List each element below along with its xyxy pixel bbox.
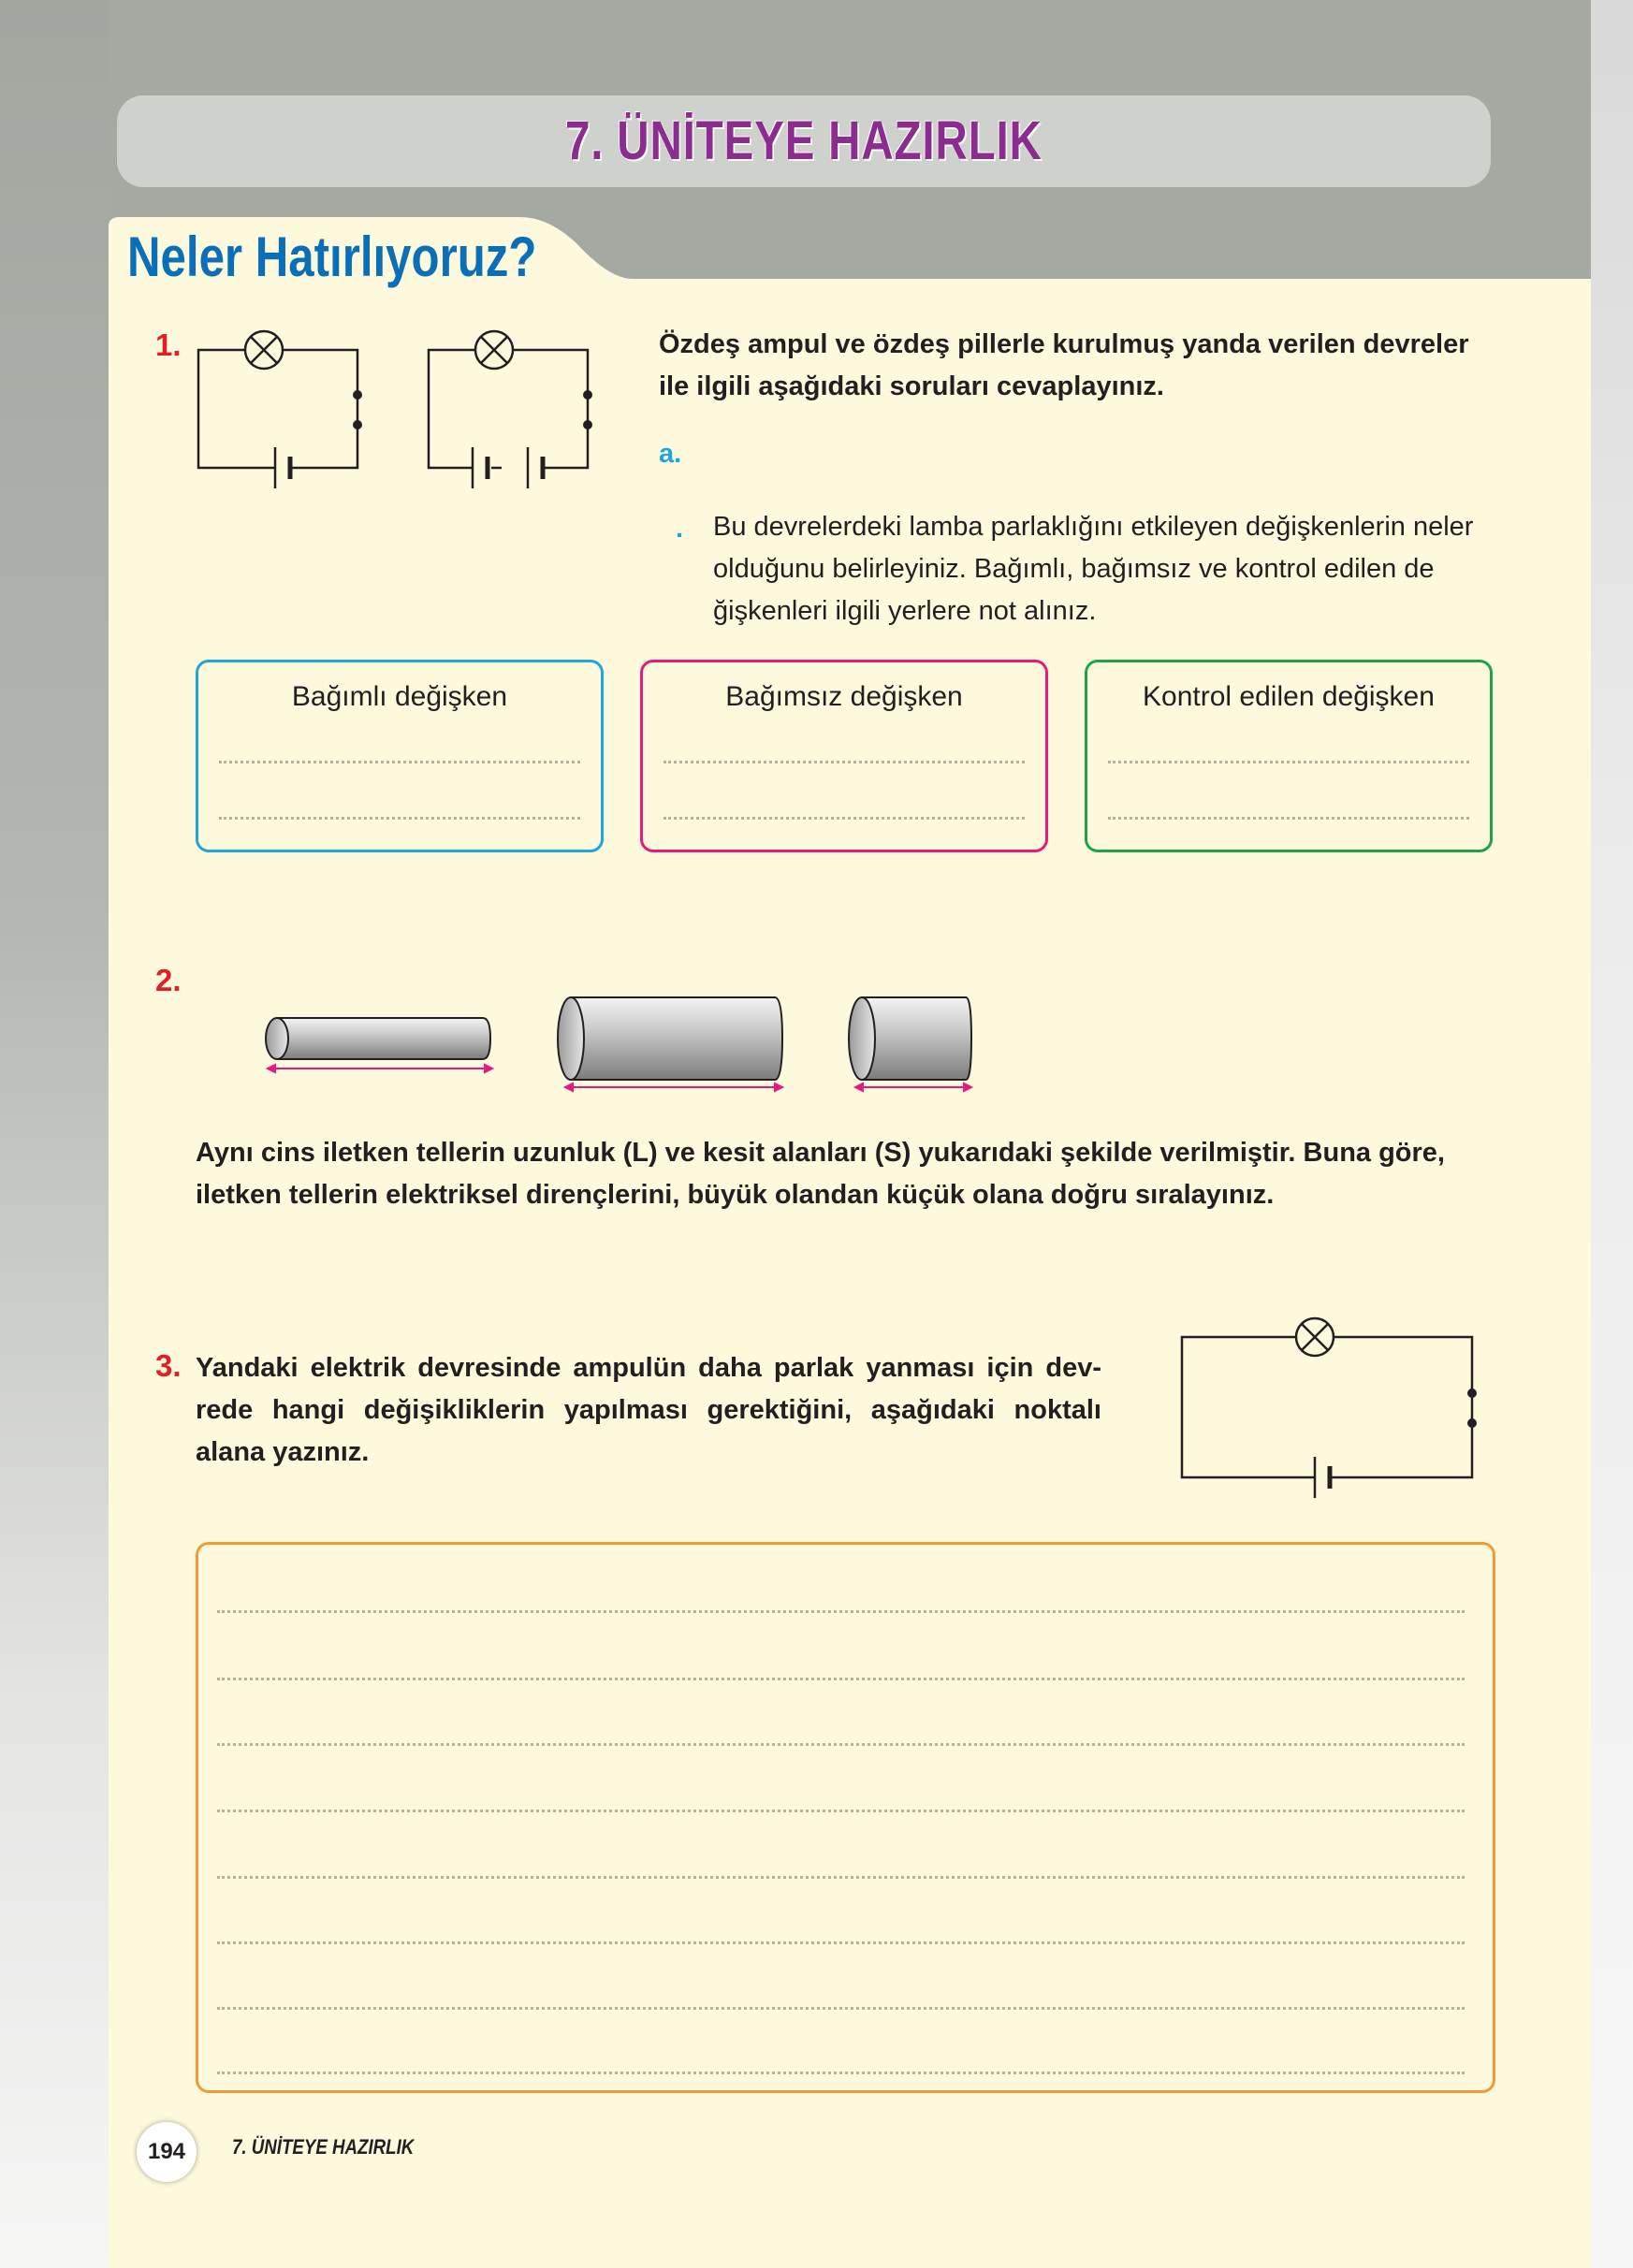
answer-line[interactable] bbox=[217, 1876, 1465, 1879]
unit-title-bar bbox=[117, 95, 1491, 187]
answer-line[interactable] bbox=[663, 817, 1025, 820]
q1-intro-line-1: Özdeş ampul ve özdeş pillerle kurulmuş yanda verilen devreler bbox=[659, 329, 1469, 359]
answer-line[interactable] bbox=[217, 1678, 1465, 1680]
page-edge bbox=[1591, 0, 1633, 2268]
answer-line[interactable] bbox=[217, 1810, 1465, 1812]
unit-title: 7. ÜNİTEYE HAZIRLIK bbox=[565, 110, 1042, 171]
dependent-variable-label: Bağımlı değişken bbox=[291, 681, 508, 712]
q1-bullet: . bbox=[676, 514, 684, 544]
wire-cylinders-diagram bbox=[262, 992, 983, 1095]
independent-variable-box[interactable] bbox=[640, 660, 1048, 852]
answer-line[interactable] bbox=[217, 1941, 1465, 1944]
question-3-number: 3. bbox=[155, 1348, 182, 1383]
answer-line[interactable] bbox=[663, 761, 1025, 763]
controlled-variable-box[interactable] bbox=[1085, 660, 1493, 852]
q1-body-line-3: ğişkenleri ilgili yerlere not alınız. bbox=[713, 596, 1097, 626]
page-number: 194 bbox=[137, 2122, 197, 2182]
answer-line[interactable] bbox=[217, 2072, 1465, 2074]
q1-body-line-2: olduğunu belirleyiniz. Bağımlı, bağımsız ve kontrol edilen de bbox=[713, 554, 1435, 584]
circuit-diagram-q3 bbox=[1174, 1315, 1483, 1502]
q1-body-line-1: Bu devrelerdeki lamba parlaklığını etkileyen değişkenlerin neler bbox=[713, 512, 1474, 542]
answer-line[interactable] bbox=[219, 817, 580, 820]
independent-variable-label: Bağımsız değişken bbox=[725, 681, 963, 712]
q3-text-line-2: rede hangi değişikliklerin yapılması gerektiğini, aşağıdaki noktalı bbox=[196, 1395, 1101, 1425]
q2-text-line-2: iletken tellerin elektriksel dirençlerini, büyük olandan küçük olana doğru sıralayınız. bbox=[196, 1180, 1275, 1210]
dependent-variable-box[interactable] bbox=[196, 660, 604, 852]
footer-title: 7. ÜNİTEYE HAZIRLIK bbox=[232, 2135, 415, 2159]
answer-line[interactable] bbox=[217, 1610, 1465, 1613]
answer-line[interactable] bbox=[1108, 817, 1469, 820]
answer-line[interactable] bbox=[219, 761, 580, 763]
question-2-number: 2. bbox=[155, 963, 182, 997]
answer-line[interactable] bbox=[217, 2007, 1465, 2010]
question-1-number: 1. bbox=[155, 327, 182, 362]
q3-text-line-3: alana yazınız. bbox=[196, 1437, 370, 1467]
q1-intro-line-2: ile ilgili aşağıdaki soruları cevaplayınız. bbox=[659, 371, 1164, 401]
section-title: Neler Hatırlıyoruz? bbox=[127, 225, 537, 288]
q3-text-line-1: Yandaki elektrik devresinde ampulün daha parlak yanması için dev- bbox=[196, 1353, 1101, 1383]
q2-text-line-1: Aynı cins iletken tellerin uzunluk (L) ve kesit alanları (S) yukarıdaki şekilde verilmiştir. Buna göre, bbox=[196, 1138, 1445, 1168]
circuit-diagrams-q1 bbox=[192, 329, 604, 498]
answer-line[interactable] bbox=[1108, 761, 1469, 763]
q1-sub-label: a. bbox=[659, 439, 682, 469]
controlled-variable-label: Kontrol edilen değişken bbox=[1143, 681, 1435, 712]
answer-line[interactable] bbox=[217, 1743, 1465, 1746]
q3-answer-box[interactable] bbox=[196, 1542, 1495, 2093]
